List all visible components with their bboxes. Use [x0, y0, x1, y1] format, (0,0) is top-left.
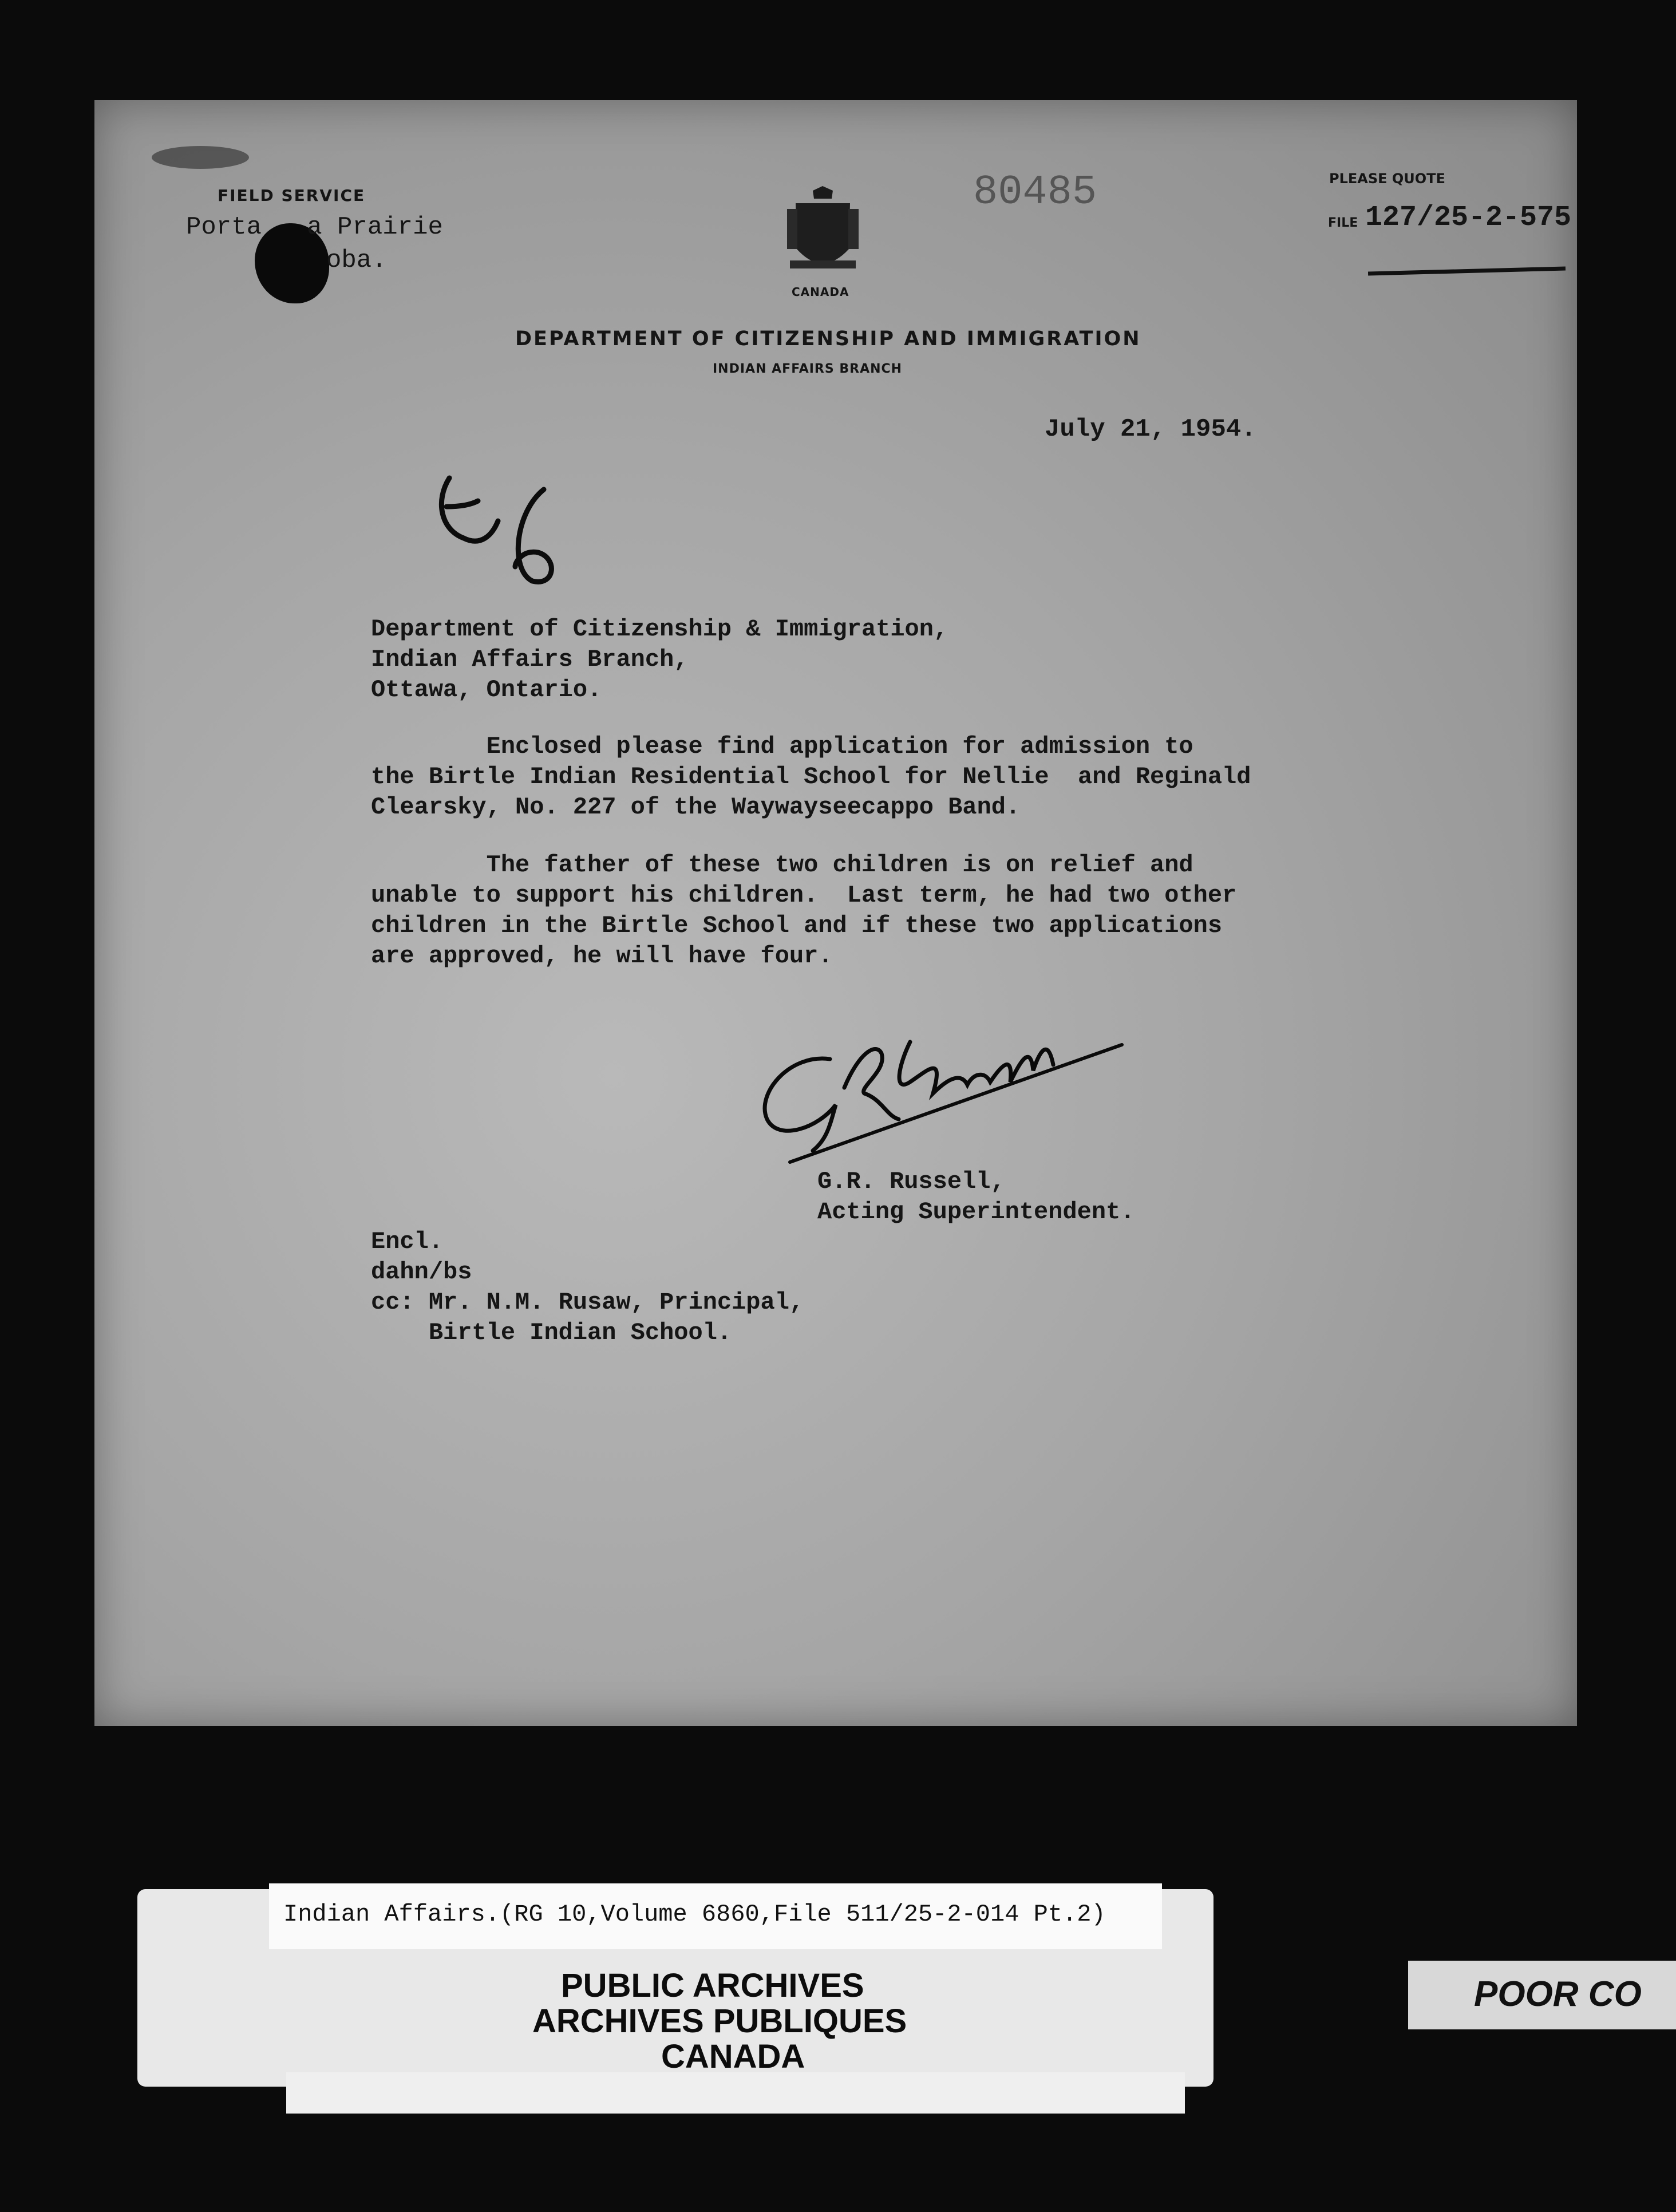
- body-p2-line3: children in the Birtle School and if these two applications: [371, 912, 1223, 939]
- handwritten-signature: [744, 1019, 1133, 1174]
- poor-copy-text: POOR CO: [1474, 1974, 1642, 2014]
- archive-line3: CANADA: [661, 2038, 805, 2075]
- handwritten-annotation: [429, 467, 561, 615]
- signature-handwritten-text: [744, 1019, 748, 1020]
- recipient-line2: Indian Affairs Branch,: [371, 646, 689, 673]
- body-p1-line1: Enclosed please find application for admission to: [371, 733, 1193, 760]
- crest-caption: CANADA: [792, 285, 849, 299]
- stamp-number: 80485: [973, 169, 1097, 216]
- body-p2-line2: unable to support his children. Last term, he had two other: [371, 882, 1237, 909]
- location-line1: Porta a Prairie: [186, 213, 443, 242]
- footer-cc: cc: Mr. N.M. Rusaw, Principal,: [371, 1289, 804, 1316]
- archive-reference: Indian Affairs.(RG 10,Volume 6860,File 511/25-2-014 Pt.2): [283, 1901, 1106, 1928]
- body-p1-line2: the Birtle Indian Residential School for Nellie and Reginald: [371, 763, 1251, 791]
- body-p2-line1: The father of these two children is on relief and: [371, 851, 1193, 879]
- archive-label-strip: [286, 2072, 1185, 2114]
- canada-crest-icon: [781, 186, 864, 278]
- body-p2-line4: are approved, he will have four.: [371, 942, 833, 970]
- recipient-line3: Ottawa, Ontario.: [371, 676, 602, 704]
- field-service-label: FIELD SERVICE: [218, 186, 366, 205]
- ink-smudge: [152, 146, 249, 169]
- signatory-name: G.R. Russell,: [817, 1168, 1005, 1195]
- signatory-title: Acting Superintendent.: [817, 1198, 1135, 1226]
- body-p1-line3: Clearsky, No. 227 of the Waywayseecappo Band.: [371, 793, 1021, 821]
- department-heading: DEPARTMENT OF CITIZENSHIP AND IMMIGRATION: [515, 327, 1141, 350]
- footer-cc-line2: Birtle Indian School.: [371, 1319, 732, 1346]
- footer-initials: dahn/bs: [371, 1258, 472, 1286]
- file-label: FILE: [1328, 216, 1358, 230]
- archive-line2: ARCHIVES PUBLIQUES: [532, 2002, 907, 2040]
- letter-date: July 21, 1954.: [1045, 415, 1256, 444]
- archive-line1: PUBLIC ARCHIVES: [561, 1967, 864, 2004]
- location-line2: oba.: [326, 246, 387, 275]
- please-quote-label: PLEASE QUOTE: [1329, 171, 1445, 187]
- branch-heading: INDIAN AFFAIRS BRANCH: [713, 362, 903, 376]
- file-number: 127/25-2-575: [1365, 202, 1572, 234]
- recipient-line1: Department of Citizenship & Immigration,: [371, 615, 948, 643]
- footer-encl: Encl.: [371, 1228, 444, 1255]
